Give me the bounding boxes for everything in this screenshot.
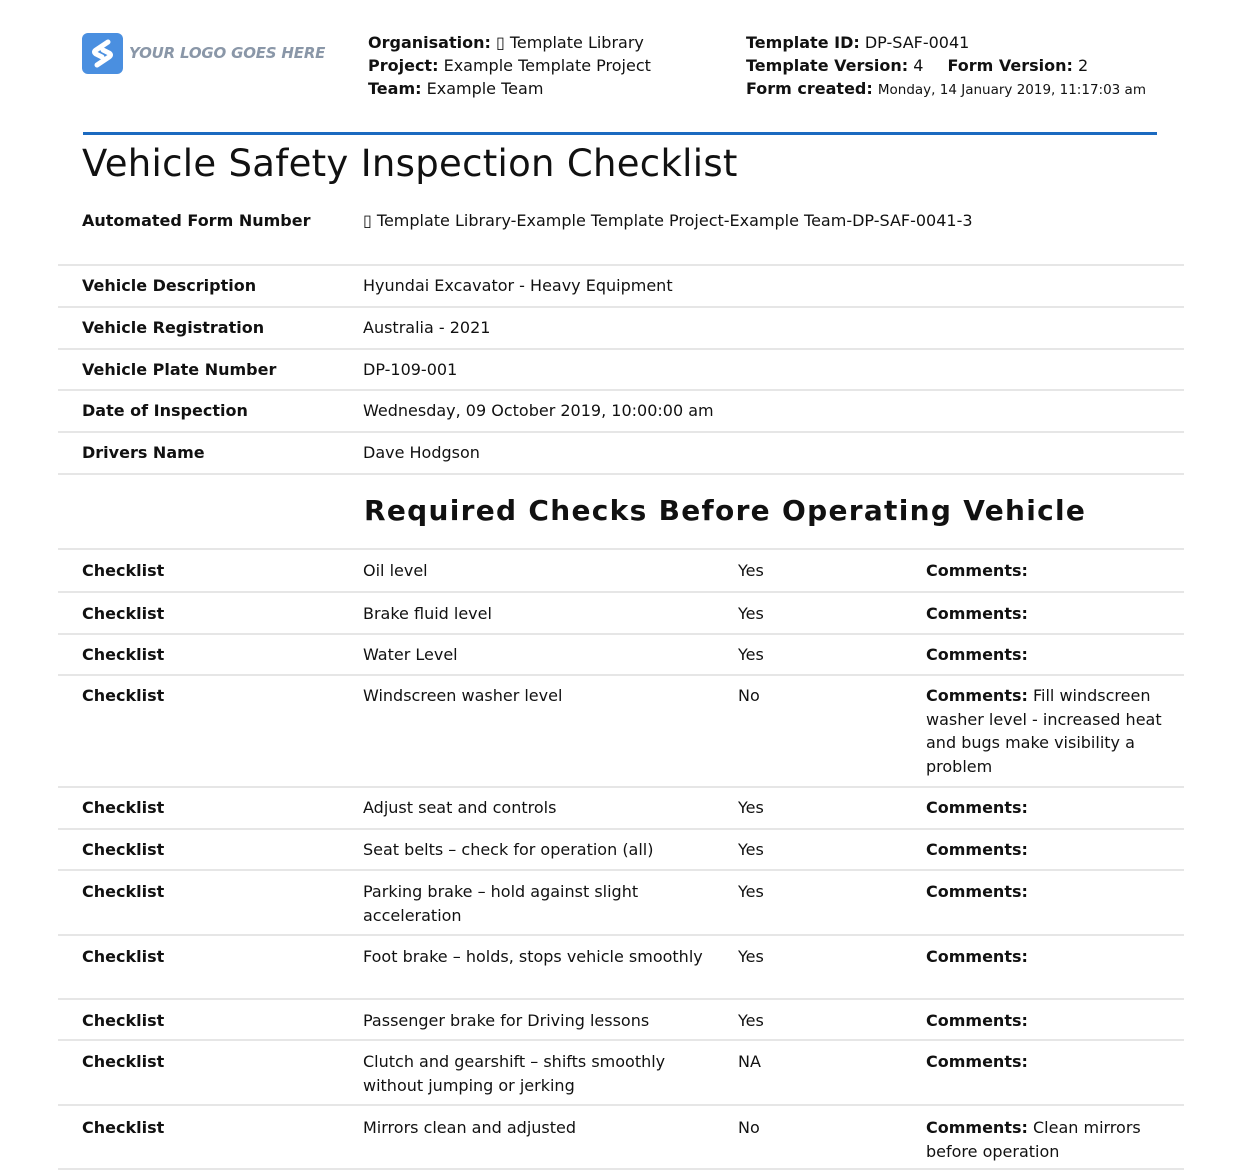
section-heading: Required Checks Before Operating Vehicle <box>364 494 1087 527</box>
field-row-form-number <box>58 206 1184 266</box>
form-version-label: Form Version: <box>947 56 1073 75</box>
check-result: Yes <box>738 840 764 859</box>
table-row <box>58 871 1184 936</box>
comments-label: Comments: <box>926 947 1028 966</box>
check-comments <box>926 684 1171 778</box>
form-header <box>0 0 1239 140</box>
team-label: Team: <box>368 79 422 98</box>
check-item: Seat belts – check for operation (all) <box>363 840 654 859</box>
check-item: Foot brake – holds, stops vehicle smoothly <box>363 947 703 966</box>
check-comments <box>926 643 1171 667</box>
check-result: Yes <box>738 798 764 817</box>
table-row <box>58 830 1184 871</box>
check-result: Yes <box>738 882 764 901</box>
table-row <box>58 635 1184 676</box>
check-label: Checklist <box>82 604 165 623</box>
project-value: Example Template Project <box>443 56 651 75</box>
company-logo <box>82 33 326 75</box>
template-meta <box>746 31 1156 102</box>
check-item: Adjust seat and controls <box>363 798 557 817</box>
check-label: Checklist <box>82 840 165 859</box>
table-row <box>58 1041 1184 1106</box>
checks-table <box>58 548 1184 1170</box>
team-value: Example Team <box>426 79 544 98</box>
field-value: DP-109-001 <box>363 360 458 379</box>
comments-label: Comments: <box>926 840 1028 859</box>
field-label: Date of Inspection <box>82 401 248 420</box>
table-row <box>58 550 1184 593</box>
field-label: Automated Form Number <box>82 211 311 230</box>
check-comments <box>926 880 1171 904</box>
check-result: No <box>738 1118 760 1137</box>
check-item: Windscreen washer level <box>363 686 563 705</box>
comments-label: Comments: <box>926 645 1028 664</box>
check-item: Brake fluid level <box>363 604 492 623</box>
field-value: ▯ Template Library-Example Template Project-Example Team-DP-SAF-0041-3 <box>363 211 973 230</box>
form-version-value: 2 <box>1077 56 1089 75</box>
template-version-label: Template Version: <box>746 56 909 75</box>
check-label: Checklist <box>82 645 165 664</box>
check-label: Checklist <box>82 798 165 817</box>
field-value: Wednesday, 09 October 2019, 10:00:00 am <box>363 401 714 420</box>
field-row-vehicle-registration <box>58 308 1184 350</box>
check-result: Yes <box>738 947 764 966</box>
template-id-label: Template ID: <box>746 33 860 52</box>
comments-label: Comments: <box>926 798 1028 817</box>
table-row <box>58 1000 1184 1041</box>
table-row <box>58 936 1184 1000</box>
field-row-drivers-name <box>58 433 1184 475</box>
check-item: Mirrors clean and adjusted <box>363 1118 577 1137</box>
check-result: NA <box>738 1052 761 1071</box>
project-label: Project: <box>368 56 439 75</box>
check-comments <box>926 559 1171 583</box>
field-value: Australia - 2021 <box>363 318 491 337</box>
field-row-plate-number <box>58 350 1184 391</box>
check-item: Parking brake – hold against slight acceleration <box>363 882 639 925</box>
check-result: Yes <box>738 604 764 623</box>
check-label: Checklist <box>82 1118 165 1137</box>
check-comments <box>926 1009 1171 1033</box>
check-label: Checklist <box>82 686 165 705</box>
comments-label: Comments: <box>926 1052 1028 1071</box>
comments-label: Comments: <box>926 1011 1028 1030</box>
check-comments <box>926 1050 1171 1074</box>
check-result: Yes <box>738 645 764 664</box>
check-comments <box>926 945 1171 969</box>
table-row <box>58 676 1184 788</box>
comments-label: Comments: <box>926 1118 1028 1137</box>
logo-text: YOUR LOGO GOES HERE <box>129 44 326 62</box>
check-comments <box>926 602 1171 626</box>
field-row-vehicle-description <box>58 266 1184 308</box>
table-row <box>58 788 1184 830</box>
template-version-value: 4 <box>913 56 924 75</box>
organisation-label: Organisation: <box>368 33 491 52</box>
organisation-value: ▯ Template Library <box>495 33 644 52</box>
comments-label: Comments: <box>926 686 1028 705</box>
check-label: Checklist <box>82 947 165 966</box>
page-title: Vehicle Safety Inspection Checklist <box>82 142 738 185</box>
header-divider <box>83 132 1157 135</box>
field-label: Vehicle Plate Number <box>82 360 277 379</box>
field-value: Hyundai Excavator - Heavy Equipment <box>363 276 673 295</box>
check-item: Water Level <box>363 645 458 664</box>
table-row <box>58 593 1184 635</box>
form-created-value: Monday, 14 January 2019, 11:17:03 am <box>877 82 1146 98</box>
check-label: Checklist <box>82 1052 165 1071</box>
comment-text: Fill windscreen washer level - increased heat and bugs make visibility a problem <box>926 686 1162 776</box>
comments-label: Comments: <box>926 604 1028 623</box>
field-row-date-of-inspection <box>58 391 1184 433</box>
vehicle-details <box>58 206 1184 475</box>
check-label: Checklist <box>82 561 165 580</box>
field-label: Vehicle Registration <box>82 318 265 337</box>
check-comments <box>926 1116 1171 1163</box>
field-label: Vehicle Description <box>82 276 257 295</box>
check-label: Checklist <box>82 882 165 901</box>
field-label: Drivers Name <box>82 443 205 462</box>
form-created-label: Form created: <box>746 79 873 98</box>
template-id-value: DP-SAF-0041 <box>864 33 970 52</box>
check-result: Yes <box>738 561 764 580</box>
check-item: Passenger brake for Driving lessons <box>363 1011 650 1030</box>
comments-label: Comments: <box>926 561 1028 580</box>
check-item: Clutch and gearshift – shifts smoothly without jumping or jerking <box>363 1052 666 1095</box>
comments-label: Comments: <box>926 882 1028 901</box>
field-value: Dave Hodgson <box>363 443 480 462</box>
organisation-meta <box>368 31 651 100</box>
check-comments <box>926 838 1171 862</box>
comment-text: Clean mirrors before operation <box>926 1118 1141 1161</box>
check-result: Yes <box>738 1011 764 1030</box>
logo-mark-icon <box>82 33 123 74</box>
check-item: Oil level <box>363 561 428 580</box>
table-row <box>58 1106 1184 1170</box>
check-result: No <box>738 686 760 705</box>
check-label: Checklist <box>82 1011 165 1030</box>
check-comments <box>926 796 1171 820</box>
